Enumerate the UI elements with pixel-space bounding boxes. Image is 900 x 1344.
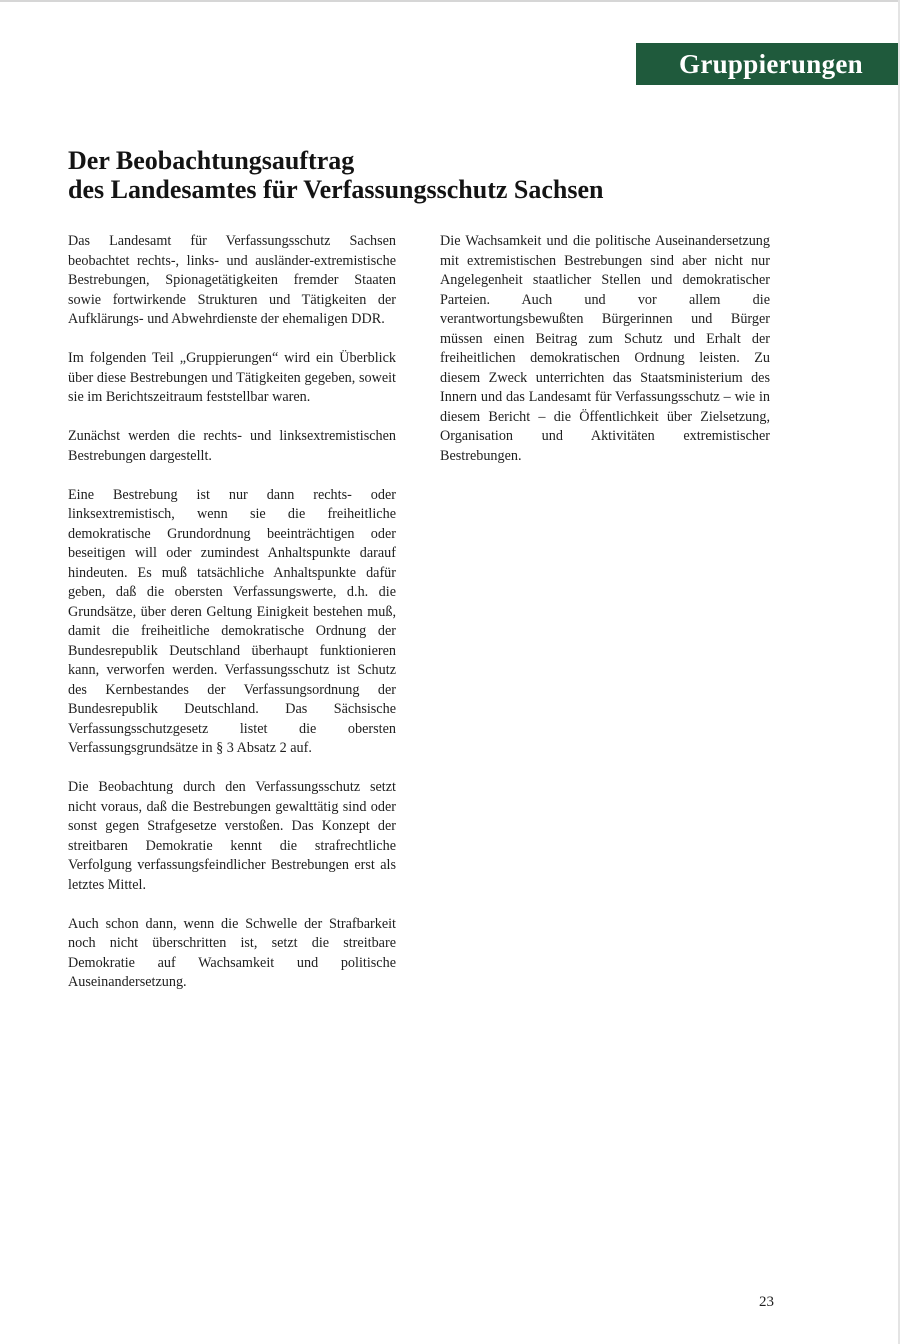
paragraph: Eine Bestrebung ist nur dann rechts- oder linksextremistisch, wenn sie die freiheitliche demokratische Grundordnung beeinträchtigen oder beseitigen will oder zumindest Anhaltspunkte darauf hindeuten. Es muß tatsächliche Anhaltspunkte dafür geben, daß die obersten Verfassungswerte, d.h. die Grundsätze, über deren Geltung Einigkeit bestehen muß, damit die freiheitliche demokratische Ordnung der Bundesrepublik Deutschland überhaupt funktionieren kann, verworfen werden. Verfassungsschutz ist Schutz des Kernbestandes der Verfassungsordnung der Bundesrepublik Deutschland. Das Sächsische Verfassungsschutzgesetz listet die obersten Verfassungsgrundsätze in § 3 Absatz 2 auf. bbox=[68, 486, 396, 756]
scan-edge-top bbox=[0, 0, 900, 2]
page-number: 23 bbox=[759, 1294, 774, 1310]
page-title-line-1: Der Beobachtungsauftrag bbox=[68, 146, 355, 175]
paragraph: Die Beobachtung durch den Verfassungsschutz setzt nicht voraus, daß die Bestrebungen gewalttätig sind oder sonst gegen Strafgesetze verstoßen. Das Konzept der streitbaren Demokratie kennt die strafrechtliche Verfolgung verfassungsfeindlicher Bestrebungen erst als letztes Mittel. bbox=[68, 779, 396, 893]
page-title bbox=[68, 146, 848, 204]
page-title-line-2: des Landesamtes für Verfassungsschutz Sachsen bbox=[68, 175, 604, 204]
left-column bbox=[68, 232, 396, 1012]
paragraph: Zunächst werden die rechts- und linksextremistischen Bestrebungen dargestellt. bbox=[68, 428, 396, 464]
paragraph: Im folgenden Teil „Gruppierungen“ wird ein Überblick über diese Bestrebungen und Tätigkeiten gegeben, soweit sie im Berichtszeitraum feststellbar waren. bbox=[68, 350, 396, 405]
right-column bbox=[440, 232, 770, 486]
paragraph: Auch schon dann, wenn die Schwelle der Strafbarkeit noch nicht überschritten ist, setzt die streitbare Demokratie auf Wachsamkeit und politische Auseinandersetzung. bbox=[68, 915, 396, 990]
paragraph: Die Wachsamkeit und die politische Auseinandersetzung mit extremistischen Bestrebungen sind aber nicht nur Angelegenheit staatlicher Stellen und demokratischer Parteien. Auch und vor allem die verantwortungsbewußten Bürgerinnen und Bürger müssen einen Beitrag zum Schutz und Erhalt der freiheitlichen demokratischen Ordnung leisten. Zu diesem Zweck unterrichten das Staatsministerium des Innern und das Landesamt für Verfassungsschutz – wie in diesem Bericht – die Öffentlichkeit über Zielsetzung, Organisation und Aktivitäten extremistischer Bestrebungen. bbox=[440, 233, 770, 464]
section-tab: Gruppierungen bbox=[636, 43, 898, 85]
paragraph: Das Landesamt für Verfassungsschutz Sachsen beobachtet rechts-, links- und ausländer-extremistische Bestrebungen, Spionagetätigkeiten fremder Staaten sowie fortwirkende Strukturen und Tätigkeiten der Aufklärungs- und Abwehrdienste der ehemaligen DDR. bbox=[68, 233, 396, 327]
